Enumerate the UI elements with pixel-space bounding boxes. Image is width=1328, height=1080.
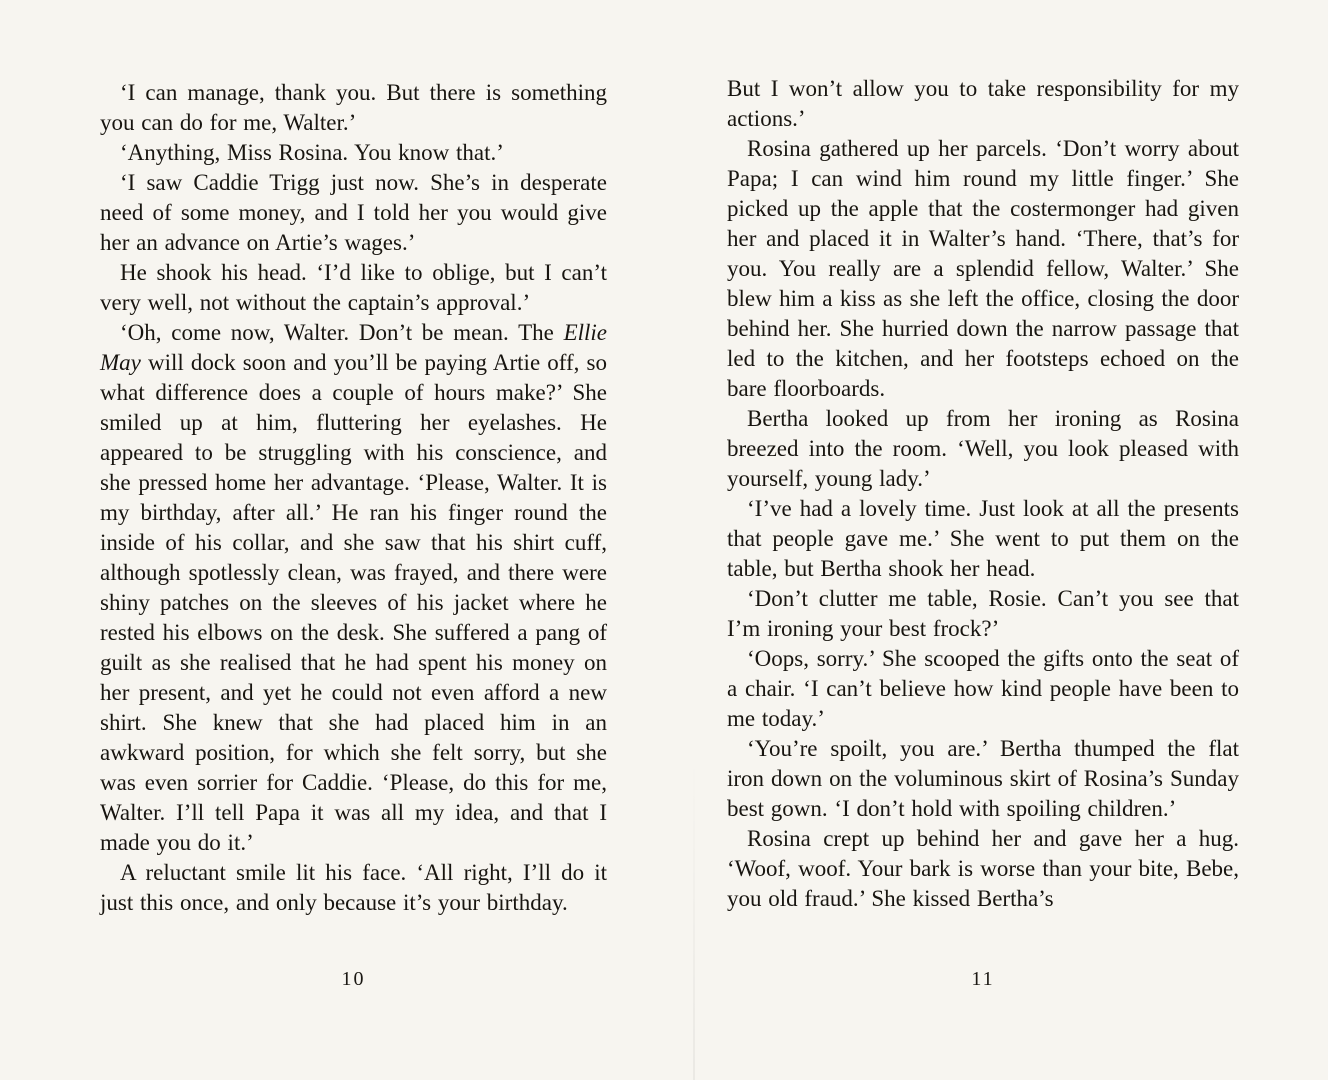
- paragraph: [727, 404, 1239, 494]
- paragraph: [100, 168, 607, 258]
- text-segment: Rosina crept up behind her and gave her a hug. ‘Woof, woof. Your bark is worse than your bite, Bebe, you old fraud.’ She kissed Bertha’s: [727, 826, 1239, 911]
- text-segment: ‘Oh, come now, Walter. Don’t be mean. The: [120, 320, 564, 345]
- paragraph: [727, 134, 1239, 404]
- text-segment: ‘I’ve had a lovely time. Just look at all the presents that people gave me.’ She went to put them on the table, but Bertha shook her head.: [727, 496, 1239, 581]
- text-segment: ‘Anything, Miss Rosina. You know that.’: [120, 140, 504, 165]
- text-segment: Rosina gathered up her parcels. ‘Don’t worry about Papa; I can wind him round my little finger.’ She picked up the apple that the costermonger had given her and placed it in Walter’s hand. ‘There, that’s for you. You really are a splendid fellow, Walter.’ She blew him a kiss as she left the office, closing the door behind her. She hurried down the narrow passage that led to the kitchen, and her footsteps echoed on the bare floorboards.: [727, 136, 1239, 401]
- paragraph: [727, 584, 1239, 644]
- paragraph: [100, 318, 607, 858]
- text-segment: ‘You’re spoilt, you are.’ Bertha thumped the flat iron down on the voluminous skirt of Rosina’s Sunday best gown. ‘I don’t hold with spoiling children.’: [727, 736, 1239, 821]
- text-segment: ‘I can manage, thank you. But there is something you can do for me, Walter.’: [100, 80, 607, 135]
- text-segment: ‘I saw Caddie Trigg just now. She’s in desperate need of some money, and I told her you would give her an advance on Artie’s wages.’: [100, 170, 607, 255]
- text-segment: Bertha looked up from her ironing as Rosina breezed into the room. ‘Well, you look pleased with yourself, young lady.’: [727, 406, 1239, 491]
- paragraph: [100, 258, 607, 318]
- page-11-text-column: [727, 74, 1239, 914]
- page-number-left: 10: [341, 968, 366, 990]
- text-segment: will dock soon and you’ll be paying Artie off, so what difference does a couple of hours make?’ She smiled up at him, fluttering her eyelashes. He appeared to be struggling with his conscience, and she pressed home her advantage. ‘Please, Walter. It is my birthday, after all.’ He ran his finger round the inside of his collar, and she saw that his shirt cuff, although spotlessly clean, was frayed, and there were shiny patches on the sleeves of his jacket where he rested his elbows on the desk. She suffered a pang of guilt as she realised that he had spent his money on her present, and yet he could not even afford a new shirt. She knew that she had placed him in an awkward position, for which she felt sorry, but she was even sorrier for Caddie. ‘Please, do this for me, Walter. I’ll tell Papa it was all my idea, and that I made you do it.’: [100, 350, 607, 855]
- paragraph: [727, 824, 1239, 914]
- paragraph: [100, 858, 607, 918]
- paragraph: [727, 644, 1239, 734]
- page-10-text-column: [100, 78, 607, 918]
- paragraph: [100, 78, 607, 138]
- text-segment: He shook his head. ‘I’d like to oblige, but I can’t very well, not without the captain’s approval.’: [100, 260, 607, 315]
- text-segment: A reluctant smile lit his face. ‘All right, I’ll do it just this once, and only because it’s your birthday.: [100, 860, 607, 915]
- paragraph: [727, 74, 1239, 134]
- text-segment: But I won’t allow you to take responsibility for my actions.’: [727, 76, 1239, 131]
- page-number-right: 11: [971, 968, 995, 990]
- paragraph: [727, 494, 1239, 584]
- paragraph: [727, 734, 1239, 824]
- text-segment: ‘Oops, sorry.’ She scooped the gifts onto the seat of a chair. ‘I can’t believe how kind people have been to me today.’: [727, 646, 1239, 731]
- ship-name-italic: Ellie May: [100, 320, 607, 375]
- text-segment: ‘Don’t clutter me table, Rosie. Can’t you see that I’m ironing your best frock?’: [727, 586, 1239, 641]
- paragraph: [100, 138, 607, 168]
